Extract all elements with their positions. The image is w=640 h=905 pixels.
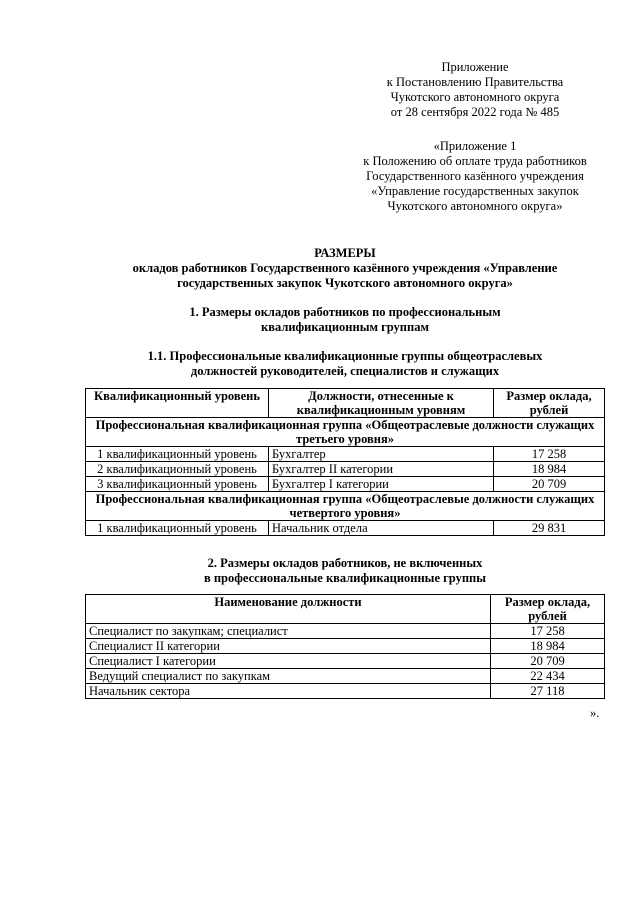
table-header-row bbox=[86, 595, 605, 624]
salary-cell: 17 258 bbox=[494, 447, 605, 462]
salary-cell: 27 118 bbox=[491, 684, 605, 699]
table-row bbox=[86, 669, 605, 684]
header-positions: Должности, отнесенные к квалификационным уровням bbox=[269, 389, 494, 418]
appendix-inner-line: Чукотского автономного округа» bbox=[387, 199, 563, 213]
table-row bbox=[86, 639, 605, 654]
table-row bbox=[86, 462, 605, 477]
appendix-line: от 28 сентября 2022 года № 485 bbox=[390, 105, 560, 119]
document-title bbox=[85, 246, 605, 291]
title-heading: РАЗМЕРЫ bbox=[314, 246, 376, 260]
subsection-1-1-line: 1.1. Профессиональные квалификационные группы общеотраслевых bbox=[147, 349, 543, 363]
level-cell: 1 квалификационный уровень bbox=[86, 521, 269, 536]
appendix-header bbox=[355, 60, 595, 120]
position-cell: Специалист I категории bbox=[86, 654, 491, 669]
level-cell: 3 квалификационный уровень bbox=[86, 477, 269, 492]
position-cell: Бухгалтер bbox=[269, 447, 494, 462]
title-line: окладов работников Государственного казённого учреждения «Управление bbox=[132, 261, 558, 275]
subsection-1-1-line: должностей руководителей, специалистов и служащих bbox=[190, 364, 500, 378]
header-level: Квалификационный уровень bbox=[86, 389, 269, 418]
position-cell: Начальник отдела bbox=[269, 521, 494, 536]
subsection-1-1-heading bbox=[85, 349, 605, 379]
section-1-line: 1. Размеры окладов работников по профессиональным bbox=[189, 305, 501, 319]
section-1-line: квалификационным группам bbox=[261, 320, 429, 334]
appendix-inner-line: «Приложение 1 bbox=[433, 139, 517, 153]
header-salary: Размер оклада, рублей bbox=[494, 389, 605, 418]
section-2-line: 2. Размеры окладов работников, не включенных bbox=[207, 556, 483, 570]
section-2-heading bbox=[85, 556, 605, 586]
appendix-inner-line: Государственного казённого учреждения bbox=[366, 169, 584, 183]
salary-cell: 18 984 bbox=[491, 639, 605, 654]
position-cell: Начальник сектора bbox=[86, 684, 491, 699]
level-cell: 1 квалификационный уровень bbox=[86, 447, 269, 462]
salary-cell: 18 984 bbox=[494, 462, 605, 477]
salary-cell: 22 434 bbox=[491, 669, 605, 684]
header-position-name: Наименование должности bbox=[86, 595, 491, 624]
appendix-inner-line: «Управление государственных закупок bbox=[371, 184, 579, 198]
appendix-inner-header bbox=[355, 139, 595, 214]
appendix-line: Чукотского автономного округа bbox=[390, 90, 560, 104]
appendix-line: Приложение bbox=[441, 60, 509, 74]
salary-cell: 17 258 bbox=[491, 624, 605, 639]
group-title: Профессиональная квалификационная группа «Общеотраслевые должности служащих третьего уровня» bbox=[86, 418, 605, 447]
section-2-line: в профессиональные квалификационные группы bbox=[203, 571, 486, 585]
closing-quote: ». bbox=[590, 706, 600, 720]
position-cell: Специалист II категории bbox=[86, 639, 491, 654]
title-line: государственных закупок Чукотского автономного округа» bbox=[177, 276, 513, 290]
salary-table-qualification-groups bbox=[85, 388, 605, 536]
appendix-line: к Постановлению Правительства bbox=[386, 75, 564, 89]
header-salary: Размер оклада, рублей bbox=[491, 595, 605, 624]
table-header-row bbox=[86, 389, 605, 418]
table-row bbox=[86, 684, 605, 699]
position-cell: Бухгалтер I категории bbox=[269, 477, 494, 492]
salary-cell: 20 709 bbox=[494, 477, 605, 492]
table-row bbox=[86, 654, 605, 669]
group-row bbox=[86, 418, 605, 447]
salary-cell: 20 709 bbox=[491, 654, 605, 669]
level-cell: 2 квалификационный уровень bbox=[86, 462, 269, 477]
table-row bbox=[86, 447, 605, 462]
appendix-inner-line: к Положению об оплате труда работников bbox=[363, 154, 587, 168]
salary-table-other-positions bbox=[85, 594, 605, 699]
position-cell: Бухгалтер II категории bbox=[269, 462, 494, 477]
group-title: Профессиональная квалификационная группа «Общеотраслевые должности служащих четвертого уровня» bbox=[86, 492, 605, 521]
position-cell: Специалист по закупкам; специалист bbox=[86, 624, 491, 639]
section-1-heading bbox=[85, 305, 605, 335]
table-row bbox=[86, 624, 605, 639]
table-row bbox=[86, 477, 605, 492]
position-cell: Ведущий специалист по закупкам bbox=[86, 669, 491, 684]
group-row bbox=[86, 492, 605, 521]
salary-cell: 29 831 bbox=[494, 521, 605, 536]
table-row bbox=[86, 521, 605, 536]
